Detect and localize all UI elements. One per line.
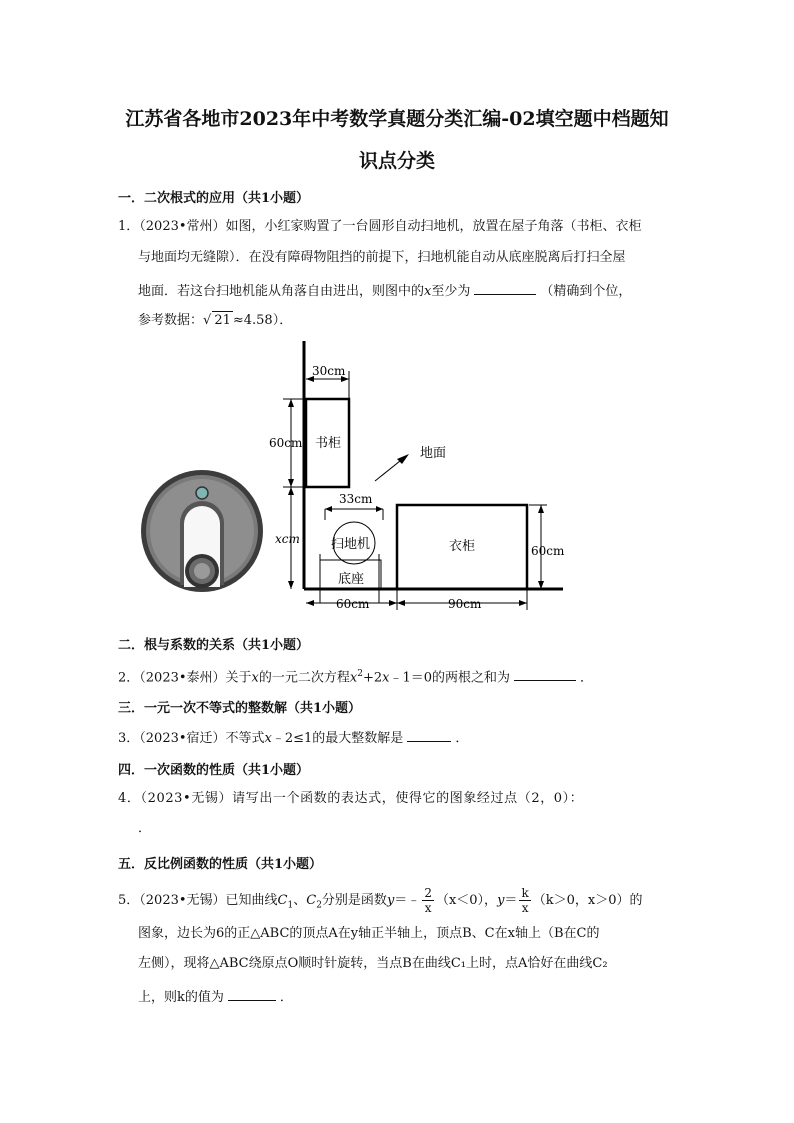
numerator: k bbox=[521, 886, 529, 900]
question-5-line-4 bbox=[138, 987, 293, 1007]
question-1-line-4 bbox=[138, 311, 292, 330]
label-wardrobe: 衣柜 bbox=[449, 539, 476, 554]
label-bookcase-width: 30cm bbox=[312, 364, 346, 378]
label-bookcase-height: 60cm bbox=[269, 436, 303, 450]
question-2 bbox=[118, 665, 593, 687]
curve-c1: C bbox=[277, 893, 288, 908]
label-base: 底座 bbox=[338, 572, 365, 587]
question-5-text: 分别是函数 bbox=[321, 893, 387, 908]
subscript: 2 bbox=[316, 900, 322, 911]
question-2-text: 2．（2023•泰州）关于 bbox=[118, 670, 252, 686]
section-heading-4: 四．一次函数的性质（共1小题） bbox=[118, 763, 310, 778]
equation-part: ＝ bbox=[504, 893, 518, 908]
question-4-line-1: 4．（2023•无锡）请写出一个函数的表达式，使得它的图象经过点（2，0）： bbox=[118, 791, 584, 806]
question-1-figure bbox=[135, 335, 575, 620]
question-3-text: ﹣2≤1的最大整数解是 bbox=[271, 731, 404, 746]
question-3 bbox=[118, 728, 468, 748]
separator: 、 bbox=[293, 893, 307, 908]
question-2-text: 的一元二次方程 bbox=[258, 670, 350, 686]
question-5-text: 5．（2023•无锡）已知曲线 bbox=[118, 893, 278, 908]
variable-x: x bbox=[424, 284, 432, 299]
question-1-text: ≈4.58）． bbox=[232, 313, 293, 328]
question-1-text: 至少为 bbox=[431, 284, 471, 299]
label-robot: 扫地机 bbox=[331, 537, 371, 552]
period: ． bbox=[455, 731, 469, 746]
document-title-line-2: 识点分类 bbox=[358, 150, 435, 172]
variable-y: y bbox=[497, 893, 505, 908]
question-5-line-2: 图象，边长为6的正△ABC的顶点A在y轴正半轴上，顶点B、C在x轴上（B在C的 bbox=[138, 926, 600, 941]
equation-part: ＝﹣ bbox=[394, 893, 421, 908]
section-heading-1: 一．二次根式的应用（共1小题） bbox=[118, 191, 310, 206]
label-x: xcm bbox=[275, 532, 300, 546]
sqrt-symbol: √ bbox=[203, 313, 212, 328]
question-1-text: 地面．若这台扫地机能从角落自由进出，则图中的 bbox=[138, 284, 425, 299]
label-bookcase: 书柜 bbox=[315, 436, 342, 451]
variable-x: x bbox=[251, 670, 259, 686]
answer-blank-3[interactable] bbox=[407, 728, 451, 742]
question-5-line-3: 左侧），现将△ABC绕原点O顺时针旋转，当点B在曲线C₁上时，点A恰好在曲线C₂ bbox=[138, 956, 608, 971]
label-wardrobe-height: 60cm bbox=[531, 544, 565, 558]
section-heading-3: 三．一元一次不等式的整数解（共1小题） bbox=[118, 701, 362, 716]
section-heading-2: 二．根与系数的关系（共1小题） bbox=[118, 638, 310, 653]
subscript: 1 bbox=[287, 900, 294, 911]
question-1-line-2: 与地面均无缝隙）．在没有障碍物阻挡的前提下，扫地机能自动从底座脱离后打扫全屋 bbox=[138, 250, 626, 265]
question-1-line-3 bbox=[138, 281, 631, 301]
label-wardrobe-width: 90cm bbox=[448, 597, 482, 611]
variable-x: x bbox=[349, 670, 358, 686]
answer-blank-1[interactable] bbox=[474, 281, 536, 295]
equation-part: +2 bbox=[362, 670, 383, 686]
variable-y: y bbox=[386, 893, 395, 908]
question-3-text: 3．（2023•宿迁）不等式 bbox=[118, 731, 265, 746]
answer-blank-2[interactable] bbox=[514, 667, 576, 681]
question-1-text: 参考数据： bbox=[138, 313, 204, 328]
question-1-line-1: 1．（2023•常州）如图，小红家购置了一台圆形自动扫地机，放置在屋子角落（书柜、衣柜 bbox=[118, 219, 642, 234]
numerator: 2 bbox=[424, 886, 432, 900]
period: ． bbox=[279, 990, 293, 1005]
condition-1: （x＜0）， bbox=[435, 893, 498, 908]
sqrt-radicand: 21 bbox=[214, 313, 231, 328]
fraction-1 bbox=[422, 886, 434, 915]
question-1-text: （精确到个位， bbox=[540, 284, 632, 299]
question-5-text: 上，则k的值为 bbox=[138, 990, 224, 1005]
section-heading-5: 五．反比例函数的性质（共1小题） bbox=[118, 857, 323, 872]
period: ． bbox=[580, 670, 594, 686]
answer-blank-5[interactable] bbox=[228, 987, 276, 1001]
question-5-line-1 bbox=[118, 886, 642, 915]
equation-part: ﹣1＝0的两根之和为 bbox=[389, 670, 511, 686]
condition-2: （k＞0，x＞0）的 bbox=[532, 893, 643, 908]
variable-x: x bbox=[264, 731, 272, 746]
denominator: x bbox=[521, 901, 529, 915]
denominator: x bbox=[424, 901, 432, 915]
exponent: 2 bbox=[357, 669, 363, 679]
curve-c2: C bbox=[306, 893, 317, 908]
label-robot-diameter: 33cm bbox=[339, 492, 373, 506]
document-title-line-1: 江苏省各地市2023年中考数学真题分类汇编-02填空题中档题知 bbox=[125, 108, 669, 130]
label-base-width: 60cm bbox=[336, 597, 370, 611]
label-floor: 地面 bbox=[420, 446, 447, 461]
fraction-2 bbox=[519, 886, 530, 915]
question-4-line-2: ． bbox=[138, 821, 152, 836]
variable-x: x bbox=[382, 670, 390, 686]
robot-vacuum-icon bbox=[141, 470, 263, 592]
